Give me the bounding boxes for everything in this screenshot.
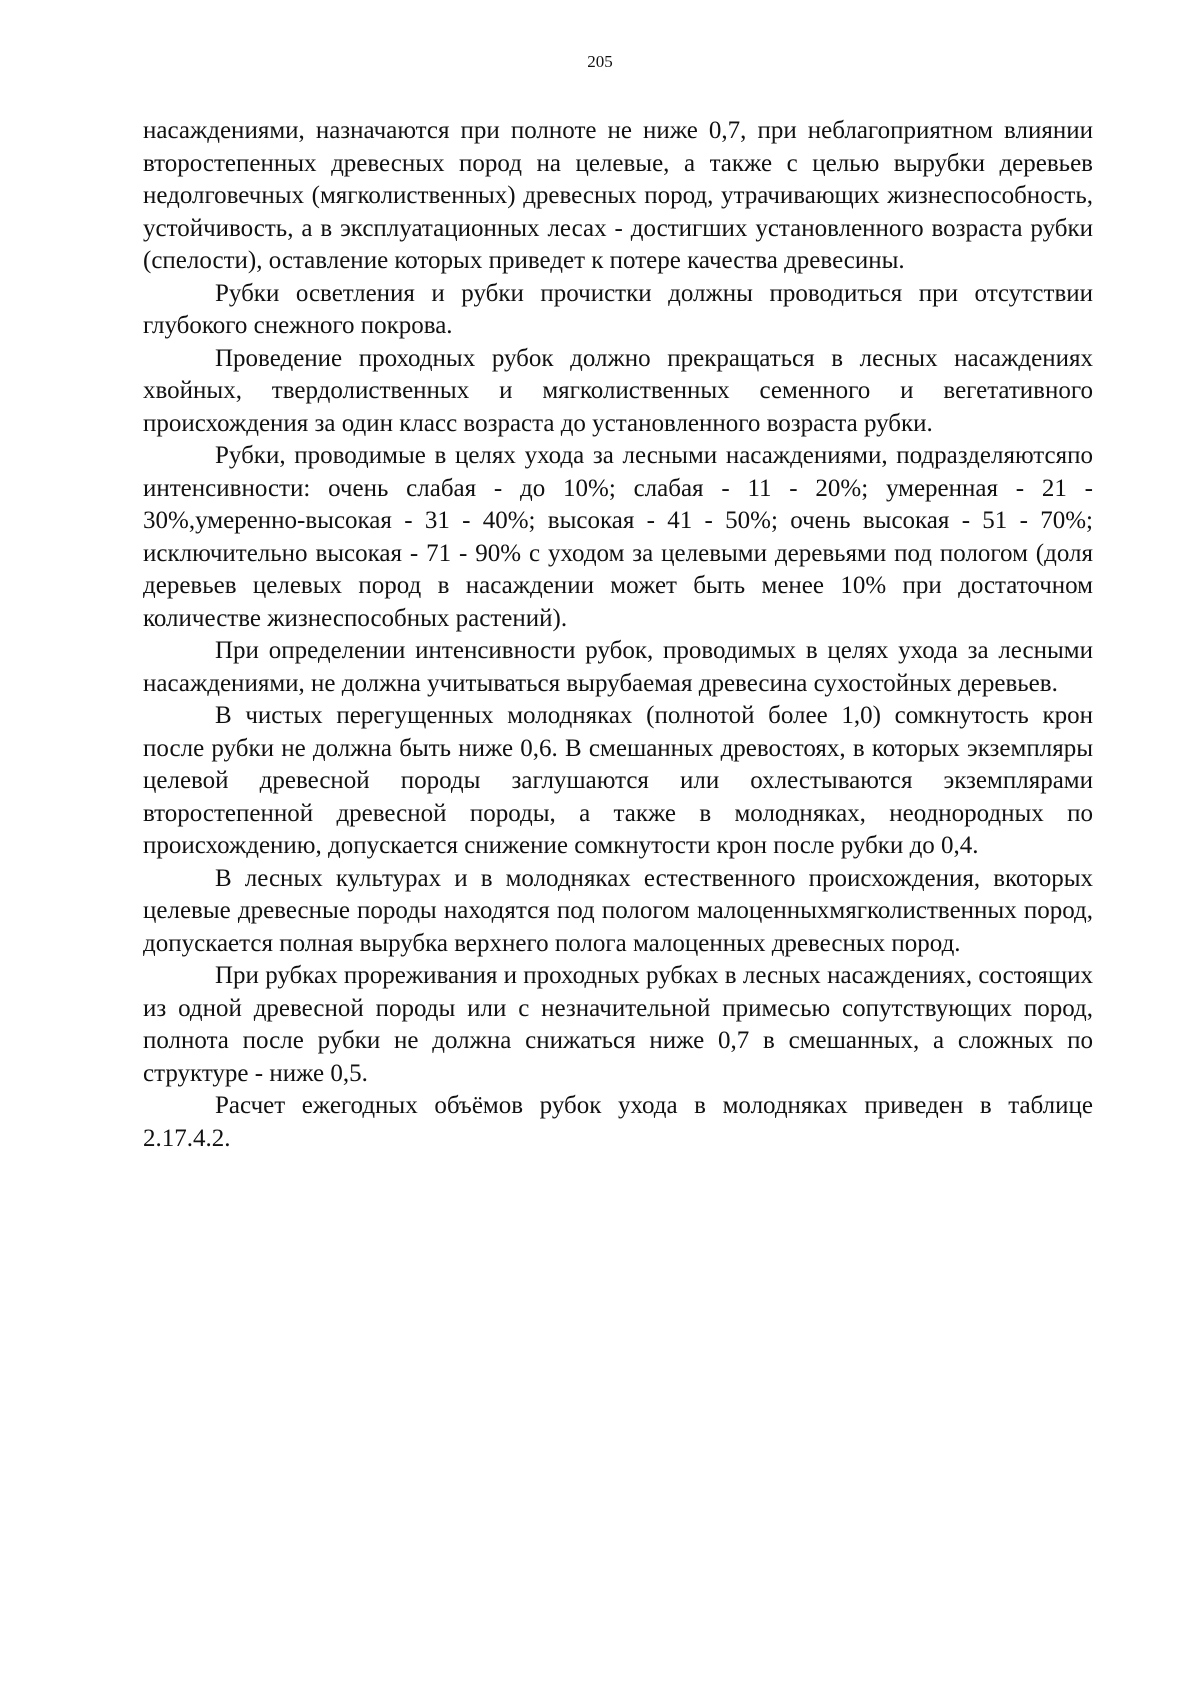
paragraph: В лесных культурах и в молодняках естественного происхождения, вкоторых целевые древесные породы находятся под пологом малоценныхмягколиственных пород, допускается полная вырубка верхнего полога малоценных древесных пород.: [143, 864, 1093, 957]
paragraph: Проведение проходных рубок должно прекращаться в лесных насаждениях хвойных, твердолиственных и мягколиственных семенного и вегетативного происхождения за один класс возраста до установленного возраста рубки.: [143, 344, 1093, 437]
paragraph: В чистых перегущенных молодняках (полнотой более 1,0) сомкнутость крон после рубки не должна быть ниже 0,6. В смешанных древостоях, в которых экземпляры целевой древесной породы заглушаются или охлестываются экземплярами второстепенной древесной породы, а также в молодняках, неоднородных по происхождению, допускается снижение сомкнутости крон после рубки до 0,4.: [143, 702, 1093, 859]
paragraph: При определении интенсивности рубок, проводимых в целях ухода за лесными насаждениями, не должна учитываться вырубаемая древесина сухостойных деревьев.: [143, 637, 1093, 697]
paragraph: Рубки осветления и рубки прочистки должны проводиться при отсутствии глубокого снежного покрова.: [143, 279, 1093, 339]
paragraph: Расчет ежегодных объёмов рубок ухода в молодняках приведен в таблице 2.17.4.2.: [143, 1092, 1093, 1152]
paragraph: Рубки, проводимые в целях ухода за лесными насаждениями, подразделяютсяпо интенсивности: очень слабая - до 10%; слабая - 11 - 20%; умеренная - 21 - 30%,умеренно-высокая - 31 - 40%; высокая - 41 - 50%; очень высокая - 51 - 70%; исключительно высокая - 71 - 90% с уходом за целевыми деревьями под пологом (доля деревьев целевых пород в насаждении может быть менее 10% при достаточном количестве жизнеспособных растений).: [143, 442, 1093, 632]
page-number: 205: [587, 52, 613, 71]
paragraph-continuation: насаждениями, назначаются при полноте не ниже 0,7, при неблагоприятном влиянии второстепенных древесных пород на целевые, а также с целью вырубки деревьев недолговечных (мягколиственных) древесных пород, утрачивающих жизнеспособность, устойчивость, а в эксплуатационных лесах - достигших установленного возраста рубки (спелости), оставление которых приведет к потере качества древесины.: [143, 117, 1093, 274]
paragraph: При рубках прореживания и проходных рубках в лесных насаждениях, состоящих из одной древесной породы или с незначительной примесью сопутствующих пород, полнота после рубки не должна снижаться ниже 0,7 в смешанных, а сложных по структуре - ниже 0,5.: [143, 962, 1093, 1087]
body-text: [143, 115, 1093, 1155]
